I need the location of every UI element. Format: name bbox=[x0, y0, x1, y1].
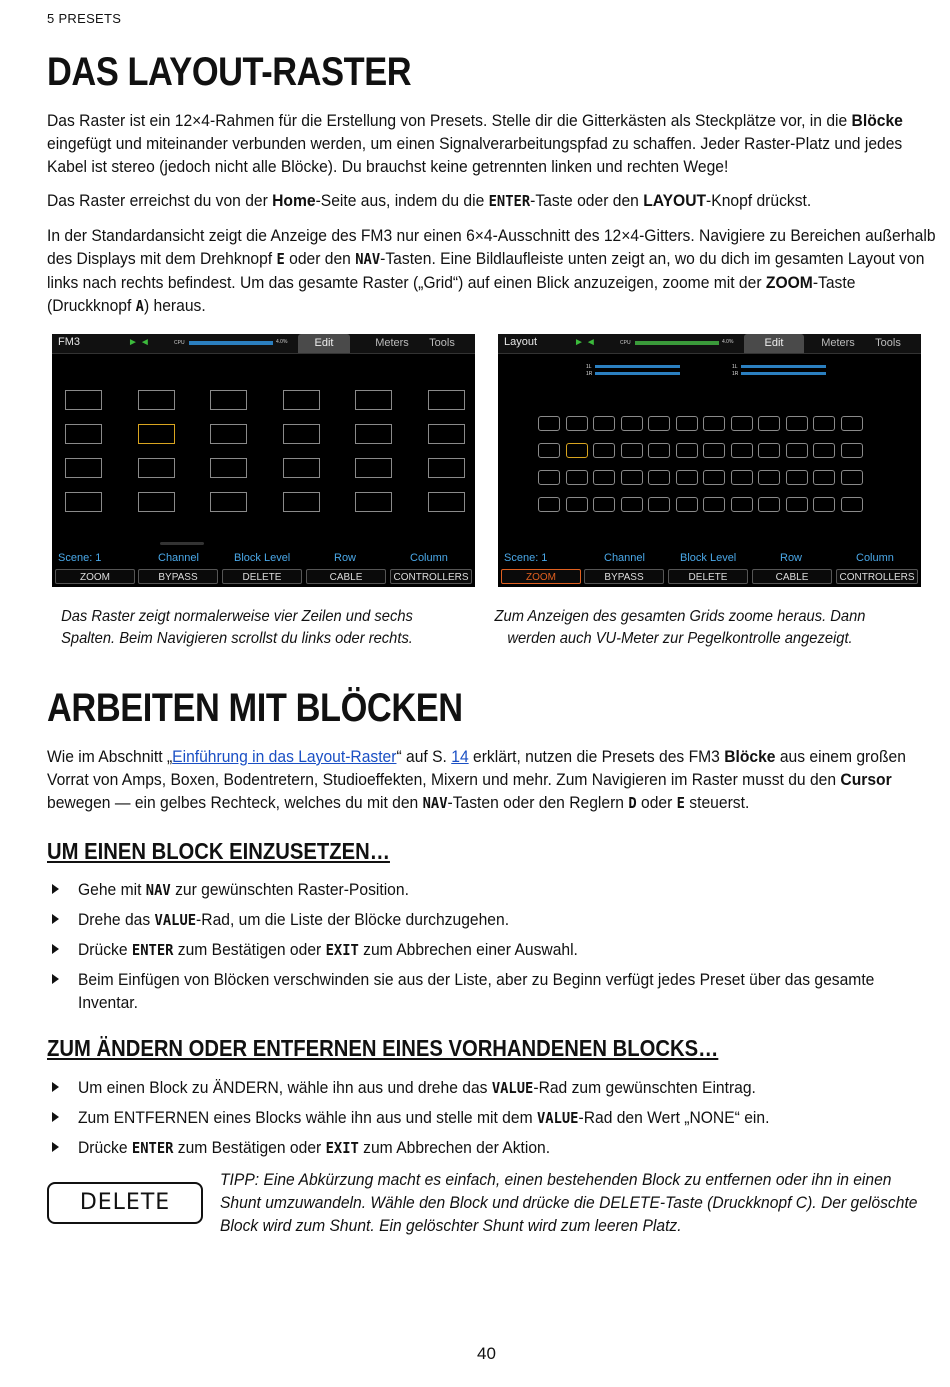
cpu-label: CPU bbox=[174, 340, 185, 346]
screen-title: FM3 bbox=[58, 336, 80, 348]
text: -Tasten. Eine Bildlaufleiste unten zeigt an, wo du dich im gesamten Layout von links nach rechts befindest. Um das gesamte Raster („Grid“) auf einen Blick anzuzeigen, zoome mit der bbox=[47, 249, 925, 292]
grid-slot[interactable] bbox=[65, 424, 102, 444]
device-screen-zoomed-grid bbox=[498, 334, 921, 587]
caption-default-grid bbox=[27, 606, 447, 650]
grid-slot[interactable] bbox=[813, 470, 835, 485]
grid-slot[interactable] bbox=[428, 458, 465, 478]
channel-label: Channel bbox=[158, 552, 199, 564]
scene-label: Scene: 1 bbox=[504, 552, 548, 564]
vu-meter bbox=[595, 372, 680, 375]
key-term: VALUE bbox=[154, 911, 197, 929]
grid-slot[interactable] bbox=[676, 497, 698, 512]
grid-slot[interactable] bbox=[676, 470, 698, 485]
grid-slot[interactable] bbox=[648, 443, 670, 458]
screen-softkeys bbox=[52, 568, 475, 586]
bullet-arrow-icon bbox=[52, 884, 59, 894]
text: ) heraus. bbox=[143, 296, 206, 315]
caption-text: Zum Anzeigen des gesamten Grids zoome heraus. Dann werden auch VU-Meter zur Pegelkontrolle angezeigt. bbox=[494, 608, 866, 647]
text: Drücke bbox=[78, 1138, 132, 1157]
screen-softkeys bbox=[498, 568, 921, 586]
row-label: Row bbox=[334, 552, 357, 564]
text: Gehe mit bbox=[78, 880, 146, 899]
key-term: VALUE bbox=[536, 1109, 579, 1127]
key-term: VALUE bbox=[491, 1079, 534, 1097]
screen-footer-labels bbox=[498, 551, 921, 566]
grid-slot[interactable] bbox=[758, 443, 780, 458]
section-title-layout-raster: DAS LAYOUT-RASTER bbox=[47, 50, 412, 94]
grid-slot[interactable] bbox=[703, 416, 725, 431]
grid-slot[interactable] bbox=[703, 443, 725, 458]
text: -Rad den Wert „NONE“ ein. bbox=[578, 1108, 770, 1127]
text: -Rad, um die Liste der Blöcke durchzugehen. bbox=[196, 910, 510, 929]
grid-slot[interactable] bbox=[841, 497, 863, 512]
row-label: Row bbox=[780, 552, 803, 564]
text: -Rad zum gewünschten Eintrag. bbox=[533, 1078, 756, 1097]
grid-slot[interactable] bbox=[621, 443, 643, 458]
grid-slot[interactable] bbox=[566, 416, 588, 431]
vu-label: 1R bbox=[732, 371, 739, 377]
grid-slot[interactable] bbox=[138, 390, 175, 410]
cpu-value: 4.0% bbox=[276, 339, 288, 345]
grid-slot[interactable] bbox=[65, 390, 102, 410]
grid-slot[interactable] bbox=[841, 416, 863, 431]
grid-slot[interactable] bbox=[813, 497, 835, 512]
text: -Knopf drückst. bbox=[706, 191, 812, 210]
grid-slot[interactable] bbox=[676, 416, 698, 431]
bold-term: Blöcke bbox=[724, 747, 776, 766]
bullet-arrow-icon bbox=[52, 914, 59, 924]
vu-label: 1L bbox=[586, 364, 592, 370]
text: Das Raster ist ein 12×4-Rahmen für die Erstellung von Presets. Stelle dir die Gitterkästen als Steckplätze vor, in die bbox=[47, 111, 852, 130]
key-term: NAV bbox=[145, 881, 171, 899]
key-term: NAV bbox=[422, 794, 448, 812]
cable-button[interactable]: CABLE bbox=[306, 569, 386, 584]
bold-term: Cursor bbox=[840, 770, 892, 789]
list-item bbox=[47, 908, 907, 932]
insert-steps-list bbox=[47, 878, 907, 1020]
delete-softkey[interactable]: DELETE bbox=[668, 569, 748, 584]
bullet-arrow-icon bbox=[52, 1142, 59, 1152]
text: oder den bbox=[284, 249, 356, 268]
vu-meter bbox=[741, 365, 826, 368]
bypass-button[interactable]: BYPASS bbox=[138, 569, 218, 584]
controllers-button[interactable]: CONTROLLERS bbox=[390, 569, 472, 584]
grid-slot[interactable] bbox=[355, 458, 392, 478]
grid-slot[interactable] bbox=[538, 416, 560, 431]
paragraph-intro bbox=[47, 109, 937, 178]
bold-term: LAYOUT bbox=[643, 191, 707, 210]
text: oder bbox=[636, 793, 677, 812]
grid-slot[interactable] bbox=[210, 424, 247, 444]
grid-slot[interactable] bbox=[283, 424, 320, 444]
grid-slot[interactable] bbox=[65, 492, 102, 512]
bullet-arrow-icon bbox=[52, 1082, 59, 1092]
controllers-button[interactable]: CONTROLLERS bbox=[836, 569, 918, 584]
channel-label: Channel bbox=[604, 552, 645, 564]
grid-slot[interactable] bbox=[758, 470, 780, 485]
grid-slot[interactable] bbox=[355, 390, 392, 410]
grid-slot[interactable] bbox=[65, 458, 102, 478]
screen-title: Layout bbox=[504, 336, 538, 348]
zoom-button[interactable]: ZOOM bbox=[55, 569, 135, 584]
block-level-label: Block Level bbox=[234, 552, 291, 564]
subheading-insert-block: UM EINEN BLOCK EINZUSETZEN… bbox=[47, 838, 390, 864]
paragraph-bloecke bbox=[47, 745, 937, 815]
grid-slot[interactable] bbox=[210, 458, 247, 478]
tab-tools[interactable]: Tools bbox=[429, 337, 455, 349]
tab-meters[interactable]: Meters bbox=[821, 337, 855, 349]
grid-slot[interactable] bbox=[283, 492, 320, 512]
list-item bbox=[47, 878, 907, 902]
grid-slot[interactable] bbox=[138, 458, 175, 478]
text: Um einen Block zu ÄNDERN, wähle ihn aus und drehe das bbox=[78, 1078, 492, 1097]
block-level-label: Block Level bbox=[680, 552, 737, 564]
key-term: D bbox=[628, 794, 637, 812]
grid-slot[interactable] bbox=[786, 497, 808, 512]
scene-label: Scene: 1 bbox=[58, 552, 102, 564]
grid-slot[interactable] bbox=[758, 497, 780, 512]
grid-slot[interactable] bbox=[703, 497, 725, 512]
cable-button[interactable]: CABLE bbox=[752, 569, 832, 584]
list-item bbox=[47, 1076, 907, 1100]
text: zum Abbrechen der Aktion. bbox=[358, 1138, 551, 1157]
bullet-arrow-icon bbox=[52, 944, 59, 954]
list-item bbox=[47, 968, 907, 1014]
subheading-change-remove-block: ZUM ÄNDERN ODER ENTFERNEN EINES VORHANDENEN BLOCKS… bbox=[47, 1035, 719, 1061]
grid-slot[interactable] bbox=[676, 443, 698, 458]
bullet-arrow-icon bbox=[52, 1112, 59, 1122]
grid-slot[interactable] bbox=[593, 416, 615, 431]
text: zur gewünschten Raster-Position. bbox=[170, 880, 409, 899]
cpu-label: CPU bbox=[620, 340, 631, 346]
text: Beim Einfügen von Blöcken verschwinden sie aus der Liste, aber zu Beginn verfügt jedes Preset über das gesamte Inventar. bbox=[78, 970, 875, 1012]
tip-text: TIPP: Eine Abkürzung macht es einfach, einen bestehenden Block zu entfernen oder ihn in einen Shunt umzuwandeln. Wähle den Block und drücke die DELETE-Taste (Druckknopf C). Der gelöschte Block wird zum Shunt. Ein gelöschter Shunt wird zum leeren Platz. bbox=[220, 1170, 918, 1235]
text: Drücke bbox=[78, 940, 132, 959]
grid-slot[interactable] bbox=[538, 497, 560, 512]
text: Wie im Abschnitt „ bbox=[47, 747, 173, 766]
text: -Seite aus, indem du die bbox=[315, 191, 489, 210]
bold-term: Blöcke bbox=[851, 111, 903, 130]
grid-slot[interactable] bbox=[731, 416, 753, 431]
cpu-meter bbox=[635, 341, 719, 345]
arrows-icon: ►◄ bbox=[574, 337, 598, 348]
list-item bbox=[47, 938, 907, 962]
grid-slot[interactable] bbox=[355, 424, 392, 444]
text: aus einem großen Vorrat von Amps, Boxen, Bodentretern, Studioeffekten, Mixern und mehr. Zum Navigieren im Raster musst du den bbox=[47, 747, 906, 789]
grid-slot[interactable] bbox=[841, 470, 863, 485]
grid-slot[interactable] bbox=[731, 443, 753, 458]
grid-slot[interactable] bbox=[283, 458, 320, 478]
grid-slot[interactable] bbox=[758, 416, 780, 431]
key-term: EXIT bbox=[325, 1139, 359, 1157]
bullet-arrow-icon bbox=[52, 974, 59, 984]
text: eingefügt und miteinander verbunden werden, um einen Signalverarbeitungspfad zu schaffen. Jeder Raster-Platz und jedes Kabel ist stereo (jedoch nicht alle Blöcke). Du brauchst keine getrennten linken und rechten Wege! bbox=[47, 134, 903, 176]
grid-slot[interactable] bbox=[813, 443, 835, 458]
cpu-meter bbox=[189, 341, 273, 345]
grid-slot[interactable] bbox=[648, 416, 670, 431]
grid-slot[interactable] bbox=[731, 497, 753, 512]
vu-label: 1L bbox=[732, 364, 738, 370]
grid-slot[interactable] bbox=[841, 443, 863, 458]
grid-slot[interactable] bbox=[210, 492, 247, 512]
grid-slot[interactable] bbox=[428, 492, 465, 512]
grid-slot[interactable] bbox=[786, 443, 808, 458]
running-head: 5 PRESETS bbox=[47, 11, 122, 26]
grid-slot[interactable] bbox=[593, 497, 615, 512]
grid-slot[interactable] bbox=[786, 470, 808, 485]
grid-slot[interactable] bbox=[428, 390, 465, 410]
grid-slot[interactable] bbox=[621, 470, 643, 485]
page-link[interactable]: 14 bbox=[451, 747, 469, 766]
text: -Tasten oder den Reglern bbox=[447, 793, 629, 812]
grid-slot[interactable] bbox=[538, 443, 560, 458]
list-item bbox=[47, 1136, 907, 1160]
section-link[interactable]: Einführung in das Layout-Raster bbox=[172, 747, 397, 766]
text: steuerst. bbox=[684, 793, 750, 812]
vu-meter bbox=[741, 372, 826, 375]
grid-slot[interactable] bbox=[813, 416, 835, 431]
screen-footer-labels bbox=[52, 551, 475, 566]
text: bewegen — ein gelbes Rechteck, welches du mit den bbox=[47, 793, 423, 812]
text: erklärt, nutzen die Presets des FM3 bbox=[468, 747, 725, 766]
arrows-icon: ►◄ bbox=[128, 337, 152, 348]
caption-zoomed-grid bbox=[470, 606, 890, 650]
tab-edit[interactable]: Edit bbox=[744, 334, 804, 353]
grid-slot[interactable] bbox=[428, 424, 465, 444]
delete-button-illustration: DELETE bbox=[47, 1182, 203, 1224]
text: zum Bestätigen oder bbox=[173, 940, 326, 959]
column-label: Column bbox=[856, 552, 894, 564]
grid-slot[interactable] bbox=[566, 470, 588, 485]
grid-slot[interactable] bbox=[786, 416, 808, 431]
vu-label: 1R bbox=[586, 371, 593, 377]
bypass-button[interactable]: BYPASS bbox=[584, 569, 664, 584]
key-term: EXIT bbox=[325, 941, 359, 959]
tab-edit[interactable]: Edit bbox=[298, 334, 350, 353]
tab-meters[interactable]: Meters bbox=[375, 337, 409, 349]
section-title-bloecke: ARBEITEN MIT BLÖCKEN bbox=[47, 686, 463, 730]
zoom-button[interactable]: ZOOM bbox=[501, 569, 581, 584]
screen-header bbox=[52, 334, 475, 354]
grid-slot[interactable] bbox=[283, 390, 320, 410]
page-number: 40 bbox=[477, 1344, 496, 1363]
grid-slot[interactable] bbox=[703, 470, 725, 485]
key-term: ENTER bbox=[488, 192, 531, 210]
text: -Taste (Druckknopf bbox=[47, 273, 856, 315]
list-item bbox=[47, 1106, 907, 1130]
text: zum Abbrechen einer Auswahl. bbox=[358, 940, 578, 959]
key-term: E bbox=[676, 794, 685, 812]
paragraph-view bbox=[47, 224, 937, 318]
text: Zum ENTFERNEN eines Blocks wähle ihn aus und stelle mit dem bbox=[78, 1108, 537, 1127]
key-term: ENTER bbox=[131, 1139, 174, 1157]
column-label: Column bbox=[410, 552, 448, 564]
grid-slot[interactable] bbox=[138, 492, 175, 512]
grid-slot[interactable] bbox=[538, 470, 560, 485]
grid-slot[interactable] bbox=[355, 492, 392, 512]
caption-text: Das Raster zeigt normalerweise vier Zeilen und sechs Spalten. Beim Navigieren scrollst du links oder rechts. bbox=[61, 608, 413, 647]
scroll-bar[interactable] bbox=[160, 542, 204, 545]
text: Das Raster erreichst du von der bbox=[47, 191, 273, 210]
change-steps-list bbox=[47, 1076, 907, 1166]
grid-slot[interactable] bbox=[621, 416, 643, 431]
key-term: A bbox=[135, 297, 144, 315]
grid-slot[interactable] bbox=[138, 424, 175, 444]
device-screen-default-grid bbox=[52, 334, 475, 587]
grid-slot[interactable] bbox=[566, 497, 588, 512]
grid-slot[interactable] bbox=[648, 497, 670, 512]
delete-softkey[interactable]: DELETE bbox=[222, 569, 302, 584]
key-term: E bbox=[276, 250, 285, 268]
grid-slot[interactable] bbox=[566, 443, 588, 458]
grid-slot[interactable] bbox=[593, 470, 615, 485]
tab-tools[interactable]: Tools bbox=[875, 337, 901, 349]
screen-header bbox=[498, 334, 921, 354]
text: In der Standardansicht zeigt die Anzeige des FM3 nur einen 6×4-Ausschnitt des 12×4-Gitters. Navigiere zu Bereichen außerhalb des Displays mit dem Drehknopf bbox=[47, 226, 936, 268]
grid-slot[interactable] bbox=[621, 497, 643, 512]
vu-meter bbox=[595, 365, 680, 368]
grid-slot[interactable] bbox=[648, 470, 670, 485]
grid-slot[interactable] bbox=[210, 390, 247, 410]
bold-term: Home bbox=[272, 191, 316, 210]
key-term: NAV bbox=[355, 250, 381, 268]
text: Drehe das bbox=[78, 910, 155, 929]
text: -Taste oder den bbox=[530, 191, 644, 210]
text: “ auf S. bbox=[396, 747, 452, 766]
text: zum Bestätigen oder bbox=[173, 1138, 326, 1157]
bold-term: ZOOM bbox=[765, 273, 813, 292]
grid-slot[interactable] bbox=[731, 470, 753, 485]
grid-slot[interactable] bbox=[593, 443, 615, 458]
key-term: ENTER bbox=[131, 941, 174, 959]
cpu-value: 4.0% bbox=[722, 339, 734, 345]
paragraph-access bbox=[47, 189, 937, 213]
